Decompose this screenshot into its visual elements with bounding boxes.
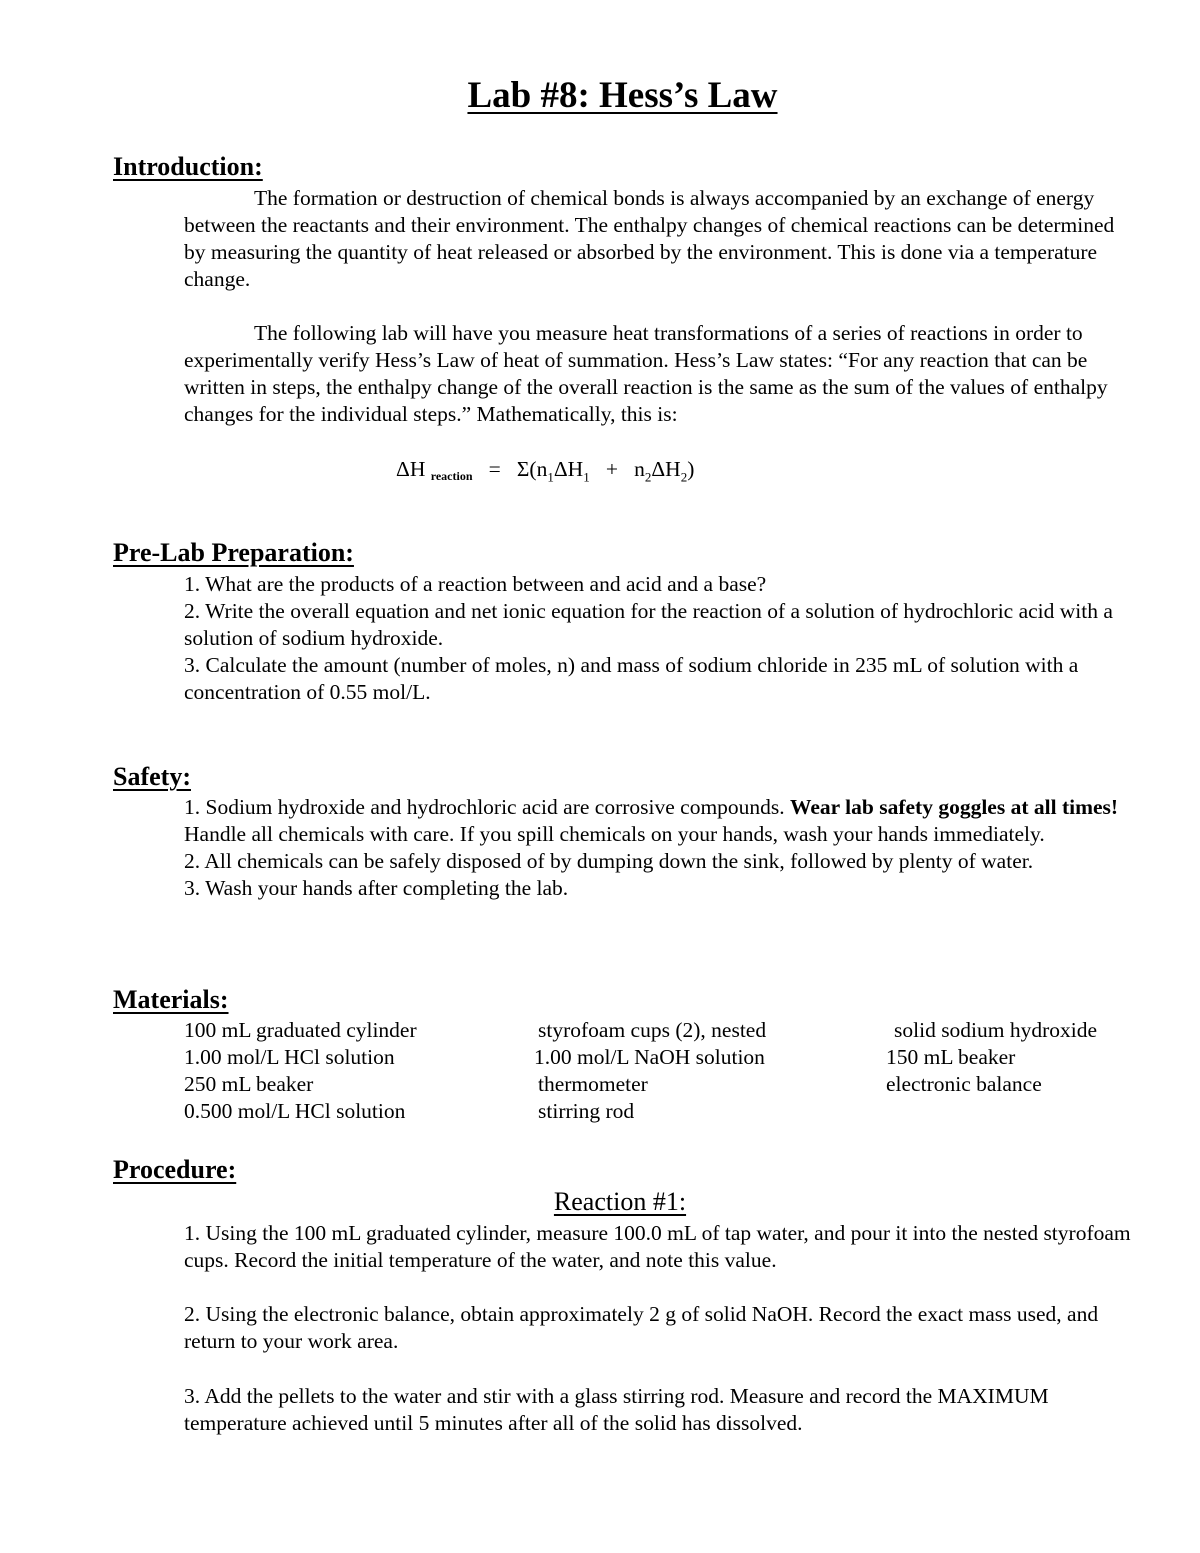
- introduction-heading: Introduction:: [113, 152, 263, 181]
- hess-law-equation: [396, 456, 694, 490]
- list-item: 1. What are the products of a reaction between and acid and a base?: [184, 572, 767, 596]
- equation-lhs: ΔH: [396, 457, 426, 481]
- material-item: solid sodium hydroxide: [894, 1018, 1098, 1042]
- reaction-1-heading: Reaction #1:: [553, 1187, 687, 1216]
- equation-plus: +: [605, 457, 618, 481]
- material-item: stirring rod: [538, 1099, 635, 1123]
- equation-h2-subscript: 2: [680, 469, 688, 485]
- equation-h1-subscript: 1: [583, 469, 590, 485]
- material-item: 0.500 mol/L HCl solution: [184, 1099, 406, 1123]
- material-item: 100 mL graduated cylinder: [184, 1018, 417, 1042]
- material-item: electronic balance: [886, 1072, 1042, 1096]
- equation-n2-subscript: 2: [644, 469, 652, 485]
- equation-n1-subscript: 1: [547, 469, 554, 485]
- safety-item-1-text: 1. Sodium hydroxide and hydrochloric acid are corrosive compounds.: [184, 795, 791, 819]
- material-item: 150 mL beaker: [886, 1045, 1016, 1069]
- page-title: Lab #8: Hess’s Law: [467, 75, 778, 116]
- materials-heading: Materials:: [113, 985, 229, 1014]
- list-item: 3. Wash your hands after completing the lab.: [184, 876, 569, 900]
- safety-item-1-continued: Handle all chemicals with care. If you spill chemicals on your hands, wash your hands immediately.: [184, 822, 1045, 846]
- equation-lhs-subscript: reaction: [430, 469, 473, 483]
- list-item: 2. Write the overall equation and net ionic equation for the reaction of a solution of hydrochloric acid with a solution of sodium hydroxide.: [184, 599, 1113, 650]
- equation-n2: n: [634, 457, 645, 481]
- equation-dh2: ΔH: [651, 457, 681, 481]
- material-item: 250 mL beaker: [184, 1072, 314, 1096]
- list-item: 3. Calculate the amount (number of moles, n) and mass of sodium chloride in 235 mL of solution with a concentration of 0.55 mol/L.: [184, 653, 1079, 704]
- list-item: [184, 794, 1129, 848]
- procedure-step: 3. Add the pellets to the water and stir with a glass stirring rod. Measure and record the MAXIMUM temperature achieved until 5 minutes after all of the solid has dissolved.: [184, 1384, 1049, 1435]
- procedure-step: 2. Using the electronic balance, obtain approximately 2 g of solid NaOH. Record the exact mass used, and return to your work area.: [184, 1302, 1099, 1353]
- material-item: thermometer: [538, 1072, 648, 1096]
- materials-table: [184, 1017, 1144, 1127]
- material-item: styrofoam cups (2), nested: [538, 1018, 767, 1042]
- material-item: 1.00 mol/L NaOH solution: [534, 1045, 765, 1069]
- procedure-step: 1. Using the 100 mL graduated cylinder, measure 100.0 mL of tap water, and pour it into the nested styrofoam cups. Record the initial temperature of the water, and note this value.: [184, 1221, 1131, 1272]
- prelab-heading: Pre-Lab Preparation:: [113, 538, 354, 567]
- prelab-list: [184, 571, 1129, 706]
- equation-sigma: Σ(n: [516, 457, 548, 481]
- safety-list: [184, 794, 1129, 902]
- materials-column-3: [886, 1017, 1097, 1098]
- material-item: 1.00 mol/L HCl solution: [184, 1045, 395, 1069]
- equation-close: ): [687, 457, 695, 481]
- safety-goggles-warning: Wear lab safety goggles at all times!: [790, 795, 1119, 819]
- equation-equals: =: [488, 457, 501, 481]
- list-item: 2. All chemicals can be safely disposed of by dumping down the sink, followed by plenty of water.: [184, 849, 1034, 873]
- procedure-heading: Procedure:: [113, 1155, 237, 1184]
- materials-column-2: [534, 1017, 766, 1125]
- safety-heading: Safety:: [113, 762, 191, 791]
- introduction-paragraph-2: The following lab will have you measure heat transformations of a series of reactions in order to experimentally verify Hess’s Law of heat of summation. Hess’s Law states: “For any reaction that can be written in steps, the enthalpy change of the overall reaction is the same as the sum of the values of enthalpy changes for the individual steps.” Mathematically, this is:: [184, 321, 1108, 426]
- introduction-paragraph-1: The formation or destruction of chemical bonds is always accompanied by an exchange of energy between the reactants and their environment. The enthalpy changes of chemical reactions can be determined by measuring the quantity of heat released or absorbed by the environment. This is done via a temperature change.: [184, 186, 1115, 291]
- equation-dh1: ΔH: [553, 457, 584, 481]
- materials-column-1: [184, 1017, 417, 1125]
